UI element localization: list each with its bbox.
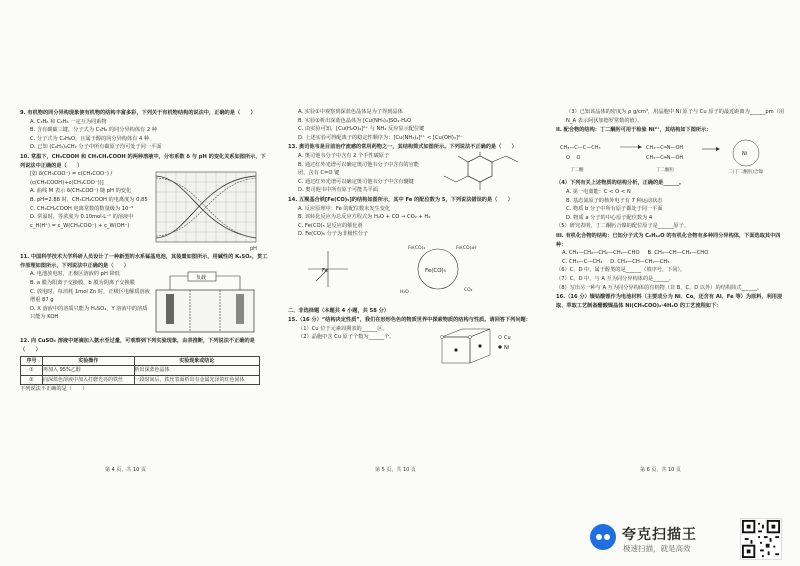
option-10a: A. 曲线 M 表示 δ(CH₃COO⁻) 随 pH 的变化 — [30, 188, 132, 195]
option-9c: C. 分子式为 C₂H₆O，且属于醇的同分异构体有 4 种 — [30, 135, 150, 142]
option-9b: B. 含有碳碳三键，分子式为 C₅H₈ 的同分异构体有 2 种 — [30, 127, 157, 134]
table-cell: 再加入 95%乙醇 — [43, 366, 135, 376]
legend-ni: Ni — [504, 344, 510, 351]
svg-text:CH₃—C—C—CH₃: CH₃—C—C—CH₃ — [560, 144, 601, 151]
question-13: 13. 奥司他韦是目前治疗流感的常用药物之一，其结构简式如图所示。下列说法不正确的是（ ） — [288, 144, 517, 151]
label-nickel-complex: 二(丁二酮肟)合镍 — [728, 169, 764, 175]
option-12c: C. 由实验可知，[Cu(H₂O)₄]²⁺ 与 NH₃ 反应显示配位键 — [298, 126, 425, 133]
question-15-part-6: （6）C、D 中，属于醇类的是______（填序号，下同）。 — [556, 267, 686, 274]
table-cell: ② — [21, 375, 43, 385]
question-15-part-2: （2）晶胞中含 Cu 原子个数为______个。 — [298, 334, 395, 341]
label-butanedione: 丁二酮 — [570, 167, 584, 173]
table-header: 实验操作 — [43, 356, 135, 366]
option-11c: C. 放电时，每消耗 1mol Zn 时，正极区电解质溶液增重 87 g — [30, 288, 150, 304]
option-9a: A. C₃H₆ 和 C₄H₈ 一定互为同系物 — [30, 118, 107, 125]
load-label: 负载 — [196, 275, 207, 282]
question-15-part-II: II. 配合物的结构：丁二酮肟可用于检验 Ni²⁺，其结构如下图所示： — [556, 127, 712, 134]
brand-name: 夸克扫描王 — [622, 527, 697, 543]
table-row — [21, 375, 260, 385]
question-16: 16.（16 分）镍钴酸锂作为电池材料（主要成分为 Ni、Co，还含有 Al、Fe 等）为原料，利用浸取、萃取工艺制备醋酸镍晶体 Ni(CH₃COO)₂·4H₂O 的工艺流程如下： — [556, 294, 783, 309]
question-12-tail: 下列说法不正确的是（ ） — [20, 386, 88, 393]
option-14c: C. Fe(CO)₅ 是反应的催化剂 — [298, 222, 363, 229]
svg-text:Fe(CO)₄H: Fe(CO)₄H — [456, 245, 477, 251]
page-number-5: 第 5 页，共 10 页 — [375, 467, 416, 473]
option-14d: D. Fe(CO)₅ 分子为非极性分子 — [298, 231, 369, 238]
option-13d: D. 奥司他韦中所有原子可能共平面 — [298, 187, 378, 194]
option-13c: C. 通过红外光谱可以确定奥司他韦分子中含有醚键 — [298, 178, 414, 185]
svg-text:H₂O: H₂O — [400, 289, 409, 295]
option-10b: B. pH=2.88 时，CH₃CH₂COOH 的电离度为 0.85 — [30, 196, 148, 203]
graph-x-axis-label: pH — [250, 246, 257, 253]
question-10: 10. 常温下，CH₃COOH 和 CH₃CH₂COOH 的两种溶液中，分布系数 δ 与 pH 的变化关系如图所示，下列说法中正确的是（ ） — [20, 153, 266, 169]
table-cell: 一段时间后，铁丝表面析出有金属光泽的红色固体 — [134, 375, 259, 385]
question-15-part-3: （3）已知该晶体的密度为 ρ g/cm³，用晶胞中 Ni 原子与 Cu 原子的最近距离为______pm（用 N_A 表示阿伏加德罗常数的值）。 — [566, 109, 785, 124]
battery-cell-diagram — [150, 270, 260, 336]
question-11: 11. 中国科学技术大学科研人员设计了一种新型的水系锰基电池，其装置如图所示，用碱性的 K₂SO₄，贯工作原理如图所示，下列说法中正确的是（ ） — [20, 254, 268, 269]
table-cell: 析出深蓝色晶体 — [134, 366, 259, 376]
svg-text:Fe: Fe — [322, 267, 328, 274]
option-14b: B. 该转化反应为总反应方程式为 H₂O + CO → CO₂ + H₂ — [298, 214, 431, 221]
option-13b: B. 通过红外光谱可以确定奥司他韦分子中含有的官能团，含有 C=O 键 — [298, 161, 419, 177]
svg-text:CO₂: CO₂ — [464, 287, 473, 293]
dimethylglyoxime-reaction — [556, 135, 786, 175]
isomer-a: A. CH₃—CH₂—CH₂—CH₂—CHO — [562, 250, 640, 257]
question-15-part-4: （4）下列有关上述物质的结构分析，正确的是______。 — [556, 180, 685, 187]
option-11b: B. a 膜为阳离子交换膜，b 膜为阴离子交换膜 — [30, 279, 135, 286]
option-12d: D. 上述实验可得配离子的稳定性顺序为：[Cu(NH₃)₄]²⁺ < [Cu(OH)₄]²⁻ — [298, 134, 463, 141]
question-15-part-8: （8）写出另一种与 A 互为同分异构体的有机物（非 B、C、D 以外）的结构简式______。 — [556, 284, 763, 291]
table-header: 序号 — [21, 356, 43, 366]
question-15-part-7: （7）C、D 中，与 A 互为同分异构体的是______。 — [556, 275, 674, 282]
option-9d: D. 已知 (C₆H₅)₂CH₂ 分子中所有碳原子均可处于同一平面 — [30, 144, 162, 151]
legend-cu: Cu — [504, 334, 511, 341]
page-6-column — [556, 108, 788, 468]
option-4c: C. 物质 b 分子中所有原子都处于同一平面 — [566, 206, 663, 213]
question-15-part-5: （5）研究表明，丁二酮肟合镍的配位原子是______原子。 — [556, 223, 689, 230]
option-11d: D. X 溶液中的溶质只能为 H₂SO₄，Y 溶液中的溶质只能为 KOH — [30, 305, 148, 321]
svg-text:CH₃—C═N—OH: CH₃—C═N—OH — [646, 144, 684, 151]
qr-code-icon[interactable] — [740, 518, 782, 560]
brand-slogan: 极速扫描，就是高效 — [623, 544, 691, 553]
page-number-6: 第 6 页，共 10 页 — [640, 467, 681, 473]
table-cell: ① — [21, 366, 43, 376]
svg-text:CH₃—C═N—OH: CH₃—C═N—OH — [646, 154, 684, 161]
cycle-center-label: Fe(CO)₅ — [425, 267, 446, 274]
svg-text:Fe(CO)₄: Fe(CO)₄ — [408, 245, 426, 251]
scanner-logo-icon — [590, 524, 616, 550]
option-12b: B. 实验①析出深蓝色晶体为 [Cu(NH₃)₄]SO₄·H₂O — [298, 117, 412, 124]
svg-text:O O: O O — [566, 154, 581, 161]
svg-text:Ni: Ni — [742, 150, 748, 157]
option-12a: A. 实验①中观察到深蓝色晶体是为了得到晶体 — [298, 109, 403, 115]
table-header: 实验现象或结论 — [134, 356, 259, 366]
option-10d: D. 常温时，等浓度为 0.10mol·L⁻¹ 的溶液中 c_H(H⁺) = c_W(CH₃COO⁻) + c_W(OH⁻) — [30, 214, 134, 229]
table-cell: 向深蓝色溶液中加入打磨光亮的铁丝 — [43, 375, 135, 385]
question-15: 15.（16 分）“结构决定性质”，我们在形形色色的物质世界中探索物质的结构与性质。请回答下列问题： — [288, 317, 531, 324]
question-15-part-1: （1）Cu 位于元素周期表的______区。 — [298, 325, 388, 332]
page-4-column — [20, 108, 270, 468]
isomer-c: C. CH₃—C—CH₃ — [562, 258, 603, 265]
option-14a: A. 反应原理中：Fe 的配位数未发生变化 — [298, 205, 391, 212]
question-15-part-III: III. 有机化合物的结构：已知分子式为 C₆H₁₂O 的有机化合物有多种同分异构体，下面选取其中四种： — [556, 232, 781, 248]
question-12: 12. 向 CuSO₄ 溶液中逐滴加入氨水至过量，可观察到下列实验现象，由表推断，下列说法不正确的是（ ） — [20, 338, 255, 353]
distribution-coefficient-graph — [150, 170, 260, 252]
question-10-formula: [如 δ(CH₃COO⁻) = c(CH₃COO⁻) / (c(CH₃COOH)+c(CH₃COO⁻))] — [30, 171, 113, 186]
scanner-watermark — [590, 518, 790, 562]
crystal-cell-diagram — [438, 325, 518, 365]
option-10c: C. CH₃CH₂COOH 电离常数的数量级为 10⁻⁵ — [30, 205, 134, 212]
section-2-heading: 二、非选择题（本题共 4 小题，共 58 分） — [288, 307, 390, 314]
experiment-table — [20, 356, 260, 386]
option-11a: A. 电池放电时，正极区溶液的 pH 降低 — [30, 271, 120, 278]
option-4b: B. 基态氮原子的核外电子有 7 种运动状态 — [566, 197, 663, 204]
fe-co-catalytic-cycle — [288, 239, 528, 301]
table-row — [21, 366, 260, 376]
isomer-b: B. CH₃—CH—CH₂—CHO — [647, 250, 709, 257]
isomer-d: D. CH₃—CH—CH₂—CH₃ — [610, 258, 670, 265]
option-13a: A. 奥司他韦分子中含有 2 个手性碳原子 — [298, 152, 390, 159]
oseltamivir-structure — [428, 152, 528, 194]
option-4a: A. 第一电离能：C < O < N — [566, 188, 631, 195]
option-4d: D. 物质 a 分子的中心原子配位数为 4 — [566, 214, 653, 221]
question-9: 9. 有机物的同分异构现象使有机物的结构丰富多彩，下列关于有机物结构的说法中，正确的是（ ） — [20, 110, 256, 116]
label-dimethylglyoxime: 丁二酮肟 — [656, 167, 674, 173]
page-5-column — [288, 108, 538, 468]
question-14: 14. 五羰基合铁[Fe(CO)₅]的结构如图所示，其中 Fe 的配位数为 5，下列说法错误的是（ ） — [288, 196, 513, 203]
page-number-4: 第 4 页，共 10 页 — [105, 467, 146, 473]
